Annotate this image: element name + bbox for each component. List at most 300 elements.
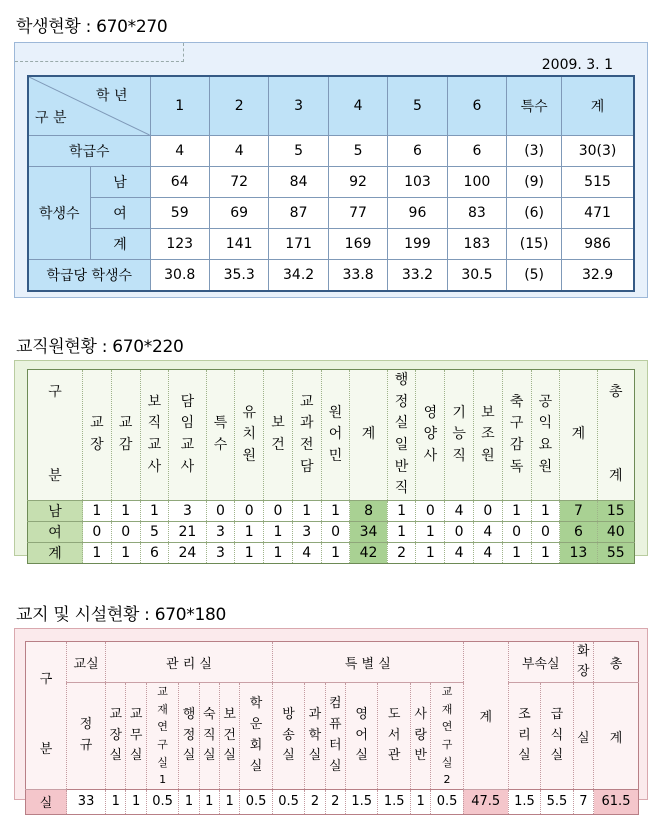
facilities-col-header (146, 683, 179, 790)
facilities-cell: 61.5 (594, 789, 639, 814)
staff-col-header (416, 370, 445, 501)
staff-col-header (83, 370, 112, 501)
staff-cell: 15 (597, 501, 634, 522)
char: 실 (394, 415, 409, 432)
cell: 77 (328, 198, 387, 229)
row-group-label: 학생수 (28, 167, 90, 260)
col-header: 특수 (507, 76, 562, 136)
staff-cell: 1 (387, 501, 416, 522)
cell: 59 (150, 198, 209, 229)
cell: 123 (150, 229, 209, 260)
staff-header-row (28, 370, 635, 501)
staff-cell: 1 (416, 543, 445, 564)
student-row-total (28, 229, 634, 260)
char: 직 (394, 480, 409, 497)
group-annex: 부속실 (508, 642, 573, 683)
facilities-cell: 1.5 (508, 789, 541, 814)
char: 일 (394, 437, 409, 454)
facilities-col-header (378, 683, 411, 790)
cell: 30.8 (150, 260, 209, 292)
facilities-cell: 1.5 (378, 789, 411, 814)
cell: 471 (562, 198, 634, 229)
group-restroom (573, 642, 593, 683)
students-section-title: 학생현황 : 670*270 (16, 17, 168, 37)
facilities-cell: 1 (219, 789, 239, 814)
char: 실 (129, 748, 143, 764)
cell: 6 (388, 136, 447, 167)
char: 회 (249, 738, 263, 754)
student-row-male (28, 167, 634, 198)
char: 영 (355, 706, 368, 722)
cell: 87 (269, 198, 328, 229)
col-header: 6 (447, 76, 506, 136)
facilities-cell: 47.5 (463, 789, 508, 814)
group-grand-total: 총 (594, 642, 639, 683)
students-table (27, 75, 635, 292)
cell: 30(3) (562, 136, 634, 167)
facilities-row-label: 실 (26, 789, 67, 814)
staff-col-header (597, 370, 634, 501)
facilities-col-header (106, 683, 126, 790)
char: 원 (481, 447, 495, 464)
char: 직 (203, 727, 216, 743)
cell: 69 (209, 198, 268, 229)
char: 재 (157, 702, 168, 716)
char: 분 (48, 468, 62, 485)
student-row-female (28, 198, 634, 229)
cell: 33.2 (388, 260, 447, 292)
facilities-cell: 2 (305, 789, 325, 814)
staff-row-male (28, 501, 635, 522)
char: 조 (481, 426, 495, 443)
cell: 100 (447, 167, 506, 198)
staff-cell: 0 (502, 522, 531, 543)
staff-cell: 0 (83, 522, 112, 543)
char: 교 (180, 437, 195, 454)
char: 수 (213, 437, 228, 454)
cell: 103 (388, 167, 447, 198)
cell: 141 (209, 229, 268, 260)
char: 반 (394, 458, 409, 475)
char: 실 (109, 748, 123, 764)
char: 특 (213, 415, 228, 432)
staff-cell: 2 (387, 543, 416, 564)
staff-cell: 8 (350, 501, 387, 522)
cell: 96 (388, 198, 447, 229)
char: 실 (157, 755, 168, 769)
staff-table (27, 369, 635, 564)
facilities-cell: 0.5 (431, 789, 464, 814)
char: 실 (223, 748, 236, 764)
cell: 5 (269, 136, 328, 167)
staff-cell: 4 (292, 543, 321, 564)
char: 보 (481, 404, 495, 421)
char: 사 (147, 458, 162, 475)
staff-col-header (387, 370, 416, 501)
cell: 30.5 (447, 260, 506, 292)
char: 연 (441, 720, 453, 734)
char: 사 (414, 706, 427, 722)
cell: 183 (447, 229, 506, 260)
facilities-cell: 1 (106, 789, 126, 814)
char: 담 (180, 393, 195, 410)
cell: 32.9 (562, 260, 634, 292)
char: 규 (79, 738, 93, 754)
char: 교 (147, 437, 162, 454)
char: 행 (394, 372, 409, 388)
char: 정 (394, 393, 409, 410)
staff-cell: 0 (264, 501, 293, 522)
facilities-cell: 7 (573, 789, 593, 814)
facilities-cell: 5.5 (541, 789, 574, 814)
char: 보 (147, 393, 162, 410)
staff-cell: 1 (235, 522, 264, 543)
cell: 515 (562, 167, 634, 198)
staff-col-header (264, 370, 293, 501)
char: 교 (157, 685, 168, 699)
char: 실 (518, 748, 531, 764)
staff-cell: 6 (140, 543, 169, 564)
char: 송 (282, 727, 295, 743)
char: 담 (299, 458, 314, 475)
char: 분 (39, 742, 53, 758)
char: 행 (182, 706, 196, 722)
row-label: 학급수 (28, 136, 150, 167)
staff-cell: 3 (292, 522, 321, 543)
char: 구 (48, 384, 62, 401)
staff-cell: 1 (235, 543, 264, 564)
char: 요 (538, 437, 553, 454)
facilities-cell: 0.5 (240, 789, 273, 814)
char: 공 (538, 393, 553, 410)
char: 실 (203, 748, 216, 764)
staff-cell: 0 (111, 522, 140, 543)
char: 서 (387, 727, 401, 743)
char: 구 (509, 415, 524, 432)
staff-cell: 0 (416, 501, 445, 522)
char: 관 (387, 748, 401, 764)
char: 총 (609, 384, 623, 401)
staff-cell: 0 (473, 501, 502, 522)
col-header: 1 (150, 76, 209, 136)
char: 양 (423, 426, 438, 443)
char: 퓨 (329, 717, 342, 733)
char: 과 (308, 706, 322, 722)
col-header: 5 (388, 76, 447, 136)
facilities-col-header (431, 683, 464, 790)
staff-cell: 1 (531, 543, 560, 564)
facilities-cell: 0.5 (272, 789, 305, 814)
char: 터 (329, 738, 342, 754)
cell: (5) (507, 260, 562, 292)
facilities-col-header (67, 683, 106, 790)
cell: (9) (507, 167, 562, 198)
facilities-cell: 33 (67, 789, 106, 814)
staff-row-label: 계 (28, 543, 83, 564)
cell: 199 (388, 229, 447, 260)
corner-bottom-label: 구 분 (35, 110, 67, 126)
facilities-corner-header (26, 642, 67, 790)
staff-cell: 0 (235, 501, 264, 522)
col-header: 4 (328, 76, 387, 136)
facilities-cell: 2 (325, 789, 345, 814)
staff-col-header (321, 370, 350, 501)
char: 숙 (203, 706, 216, 722)
char: 구 (39, 672, 53, 688)
char: 실 (282, 748, 295, 764)
staff-col-header (111, 370, 140, 501)
char: 원 (242, 447, 256, 464)
char: 원 (328, 404, 343, 421)
char: 무 (129, 727, 143, 743)
char: 계 (571, 426, 586, 443)
facilities-col-header (272, 683, 305, 790)
facilities-panel (14, 628, 648, 812)
char: 구 (157, 738, 168, 752)
row-label: 남 (90, 167, 150, 198)
char: 사 (423, 447, 438, 464)
staff-cell: 40 (597, 522, 634, 543)
facilities-col-header (126, 683, 146, 790)
cell: 64 (150, 167, 209, 198)
col-header: 2 (209, 76, 268, 136)
facilities-col-header (345, 683, 378, 790)
facilities-col-header (325, 683, 345, 790)
char: 치 (242, 426, 256, 443)
facilities-col-header: 계 (594, 683, 639, 790)
char: 리 (518, 727, 531, 743)
cell: 72 (209, 167, 268, 198)
staff-cell: 1 (531, 501, 560, 522)
char: 건 (271, 437, 285, 454)
staff-cell: 4 (473, 522, 502, 543)
char: 축 (509, 393, 524, 410)
cell: 35.3 (209, 260, 268, 292)
staff-cell: 1 (321, 501, 350, 522)
char: 연 (157, 720, 168, 734)
staff-cell: 1 (502, 501, 531, 522)
staff-row-label: 여 (28, 522, 83, 543)
char: 교 (441, 685, 453, 699)
staff-cell: 1 (140, 501, 169, 522)
students-panel (14, 42, 648, 298)
staff-cell: 0 (321, 522, 350, 543)
cell: 4 (209, 136, 268, 167)
char: 어 (328, 426, 343, 443)
char: 구 (441, 738, 453, 752)
staff-col-header (235, 370, 264, 501)
char: 익 (538, 415, 553, 432)
cell: 6 (447, 136, 506, 167)
char: 보 (271, 415, 285, 432)
group-management: 관 리 실 (106, 642, 273, 683)
char: 학 (308, 727, 322, 743)
char: 교 (299, 393, 314, 410)
staff-cell: 1 (111, 501, 140, 522)
staff-cell: 3 (169, 501, 206, 522)
staff-cell: 1 (387, 522, 416, 543)
corner-top-label: 학 년 (96, 88, 128, 104)
char: 장 (577, 664, 590, 680)
staff-cell: 0 (445, 522, 474, 543)
char: 학 (249, 696, 263, 712)
char: 기 (452, 404, 466, 421)
char: 감 (509, 437, 524, 454)
staff-cell: 0 (531, 522, 560, 543)
cell: 5 (328, 136, 387, 167)
char: 사 (180, 458, 195, 475)
char: 운 (249, 717, 263, 733)
cell: 92 (328, 167, 387, 198)
staff-cell: 3 (206, 543, 235, 564)
char: 건 (223, 727, 236, 743)
staff-cell: 3 (206, 522, 235, 543)
facilities-cell: 1 (199, 789, 219, 814)
char: 전 (299, 437, 314, 454)
staff-cell: 34 (350, 522, 387, 543)
facilities-group-row (26, 642, 639, 683)
staff-row-female (28, 522, 635, 543)
char: 능 (452, 426, 466, 443)
staff-cell: 4 (473, 543, 502, 564)
char: 원 (538, 458, 553, 475)
char: 계 (361, 426, 376, 443)
char: 직 (147, 415, 162, 432)
char: 교 (118, 415, 133, 432)
facilities-cell: 1.5 (345, 789, 378, 814)
staff-col-header (350, 370, 387, 501)
char: 과 (299, 415, 314, 432)
facilities-col-header (508, 683, 541, 790)
facilities-col-header (541, 683, 574, 790)
group-special: 특 별 실 (272, 642, 463, 683)
staff-cell: 21 (169, 522, 206, 543)
staff-cell: 1 (292, 501, 321, 522)
facilities-col-header: 실 (573, 683, 593, 790)
cell: 83 (447, 198, 506, 229)
staff-col-header (502, 370, 531, 501)
staff-cell: 7 (560, 501, 597, 522)
staff-cell: 6 (560, 522, 597, 543)
char: 장 (90, 437, 104, 454)
cell: 34.2 (269, 260, 328, 292)
cell: 986 (562, 229, 634, 260)
staff-col-header (473, 370, 502, 501)
dashed-placeholder (15, 43, 184, 62)
staff-cell: 1 (502, 543, 531, 564)
facilities-cell: 1 (410, 789, 430, 814)
staff-row-total (28, 543, 635, 564)
char: 어 (355, 727, 368, 743)
char: 실 (249, 758, 263, 774)
char: 보 (223, 706, 236, 722)
facilities-col-header (410, 683, 430, 790)
facilities-cell: 0.5 (146, 789, 179, 814)
staff-cell: 1 (264, 543, 293, 564)
char: 1 (159, 773, 167, 787)
staff-cell: 13 (560, 543, 597, 564)
staff-cell: 0 (206, 501, 235, 522)
students-date: 2009. 3. 1 (541, 57, 613, 73)
group-total: 계 (463, 642, 508, 790)
char: 급 (550, 706, 564, 722)
char: 직 (452, 447, 466, 464)
char: 반 (414, 748, 427, 764)
char: 정 (79, 717, 93, 733)
char: 실 (550, 748, 564, 764)
char: 교 (90, 415, 104, 432)
staff-cell: 1 (264, 522, 293, 543)
facilities-subheader-row (26, 683, 639, 790)
char: 교 (109, 706, 123, 722)
char: 실 (355, 748, 368, 764)
cell: 84 (269, 167, 328, 198)
char: 2 (443, 773, 451, 787)
char: 계 (609, 468, 623, 485)
cell: 4 (150, 136, 209, 167)
char: 민 (328, 447, 343, 464)
staff-col-header (445, 370, 474, 501)
char: 실 (329, 758, 342, 774)
staff-cell: 55 (597, 543, 634, 564)
facilities-col-header (305, 683, 325, 790)
staff-col-header (292, 370, 321, 501)
char: 독 (509, 458, 524, 475)
staff-col-header (169, 370, 206, 501)
staff-cell: 1 (111, 543, 140, 564)
facilities-col-header (199, 683, 219, 790)
col-header: 3 (269, 76, 328, 136)
cell: 33.8 (328, 260, 387, 292)
staff-corner-header (28, 370, 83, 501)
students-corner-cell (28, 76, 150, 136)
staff-cell: 4 (445, 543, 474, 564)
row-label: 여 (90, 198, 150, 229)
staff-cell: 42 (350, 543, 387, 564)
staff-col-header (531, 370, 560, 501)
cell: 171 (269, 229, 328, 260)
staff-row-label: 남 (28, 501, 83, 522)
char: 실 (308, 748, 322, 764)
char: 감 (118, 437, 133, 454)
per-class-row (28, 260, 634, 292)
char: 유 (242, 404, 256, 421)
class-count-row (28, 136, 634, 167)
facilities-section-title: 교지 및 시설현황 : 670*180 (16, 605, 226, 625)
staff-panel (14, 360, 648, 563)
staff-cell: 1 (83, 501, 112, 522)
char: 조 (518, 706, 531, 722)
char: 정 (182, 727, 196, 743)
facilities-col-header (179, 683, 199, 790)
staff-section-title: 교직원현황 : 670*220 (16, 337, 184, 357)
char: 장 (109, 727, 123, 743)
row-label: 학급당 학생수 (28, 260, 150, 292)
char: 교 (129, 706, 143, 722)
staff-col-header (560, 370, 597, 501)
char: 영 (423, 404, 438, 421)
facilities-col-header (219, 683, 239, 790)
col-header: 계 (562, 76, 634, 136)
char: 식 (550, 727, 564, 743)
cell: 169 (328, 229, 387, 260)
char: 도 (387, 706, 401, 722)
facilities-col-header (240, 683, 273, 790)
staff-cell: 1 (321, 543, 350, 564)
char: 컴 (329, 696, 342, 712)
cell: (3) (507, 136, 562, 167)
staff-cell: 1 (83, 543, 112, 564)
